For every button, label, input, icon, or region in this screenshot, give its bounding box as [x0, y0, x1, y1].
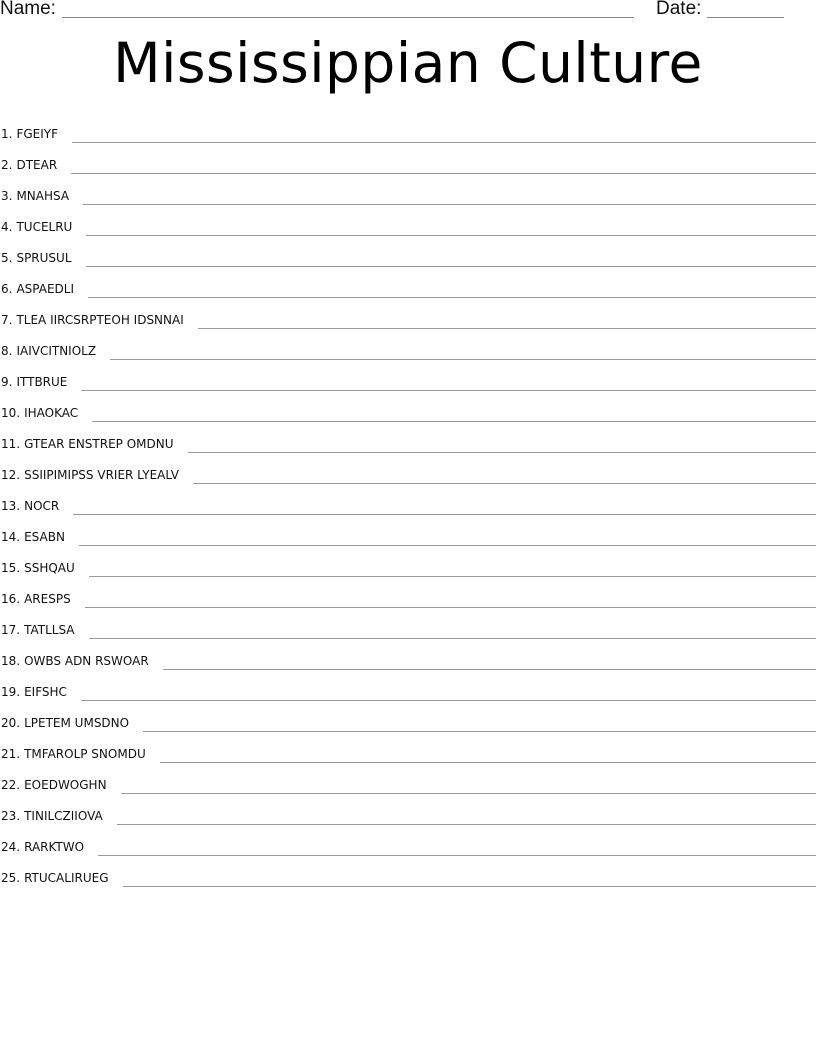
list-item	[0, 515, 816, 546]
scrambled-word	[0, 778, 107, 794]
scrambled-word	[0, 344, 96, 360]
scrambled-word	[0, 747, 146, 763]
list-item	[0, 639, 816, 670]
list-item	[0, 205, 816, 236]
item-number: 16.	[1, 592, 21, 606]
answer-line[interactable]	[89, 637, 816, 639]
scrambled-word	[0, 685, 67, 701]
answer-line[interactable]	[89, 575, 816, 577]
scrambled-text: EIFSHC	[24, 685, 67, 699]
scrambled-text: TLEA IIRCSRPTEOH IDSNNAI	[16, 313, 184, 327]
scrambled-word	[0, 561, 75, 577]
answer-line[interactable]	[188, 451, 816, 453]
list-item	[0, 546, 816, 577]
answer-line[interactable]	[92, 420, 816, 422]
item-number: 24.	[1, 840, 21, 854]
scrambled-word	[0, 716, 129, 732]
item-number: 23.	[1, 809, 21, 823]
list-item	[0, 143, 816, 174]
item-number: 18.	[1, 654, 21, 668]
scrambled-word	[0, 158, 57, 174]
scrambled-text: ITTBRUE	[16, 375, 68, 389]
scrambled-word	[0, 468, 179, 484]
list-item	[0, 360, 816, 391]
answer-line[interactable]	[79, 544, 816, 546]
date-field[interactable]	[707, 17, 784, 18]
scrambled-word	[0, 809, 103, 825]
item-number: 2.	[1, 158, 13, 172]
scrambled-word	[0, 871, 109, 887]
scrambled-text: LPETEM UMSDNO	[24, 716, 130, 730]
scrambled-word	[0, 592, 71, 608]
list-item	[0, 732, 816, 763]
list-item	[0, 825, 816, 856]
scrambled-text: SSIIPIMIPSS VRIER LYEALV	[24, 468, 179, 482]
scrambled-text: ARESPS	[24, 592, 71, 606]
item-number: 3.	[1, 189, 13, 203]
list-item	[0, 794, 816, 825]
list-item	[0, 267, 816, 298]
answer-line[interactable]	[81, 699, 816, 701]
item-number: 4.	[1, 220, 13, 234]
list-item	[0, 112, 816, 143]
list-item	[0, 329, 816, 360]
list-item	[0, 856, 816, 887]
scramble-list	[0, 112, 816, 887]
item-number: 19.	[1, 685, 21, 699]
answer-line[interactable]	[83, 203, 816, 205]
scrambled-text: TMFAROLP SNOMDU	[24, 747, 146, 761]
scrambled-text: FGEIYF	[16, 127, 59, 141]
answer-line[interactable]	[123, 885, 816, 887]
item-number: 15.	[1, 561, 21, 575]
item-number: 21.	[1, 747, 21, 761]
page-title: Mississippian Culture	[113, 31, 703, 95]
list-item	[0, 577, 816, 608]
list-item	[0, 484, 816, 515]
list-item	[0, 236, 816, 267]
answer-line[interactable]	[143, 730, 816, 732]
answer-line[interactable]	[81, 389, 816, 391]
item-number: 22.	[1, 778, 21, 792]
item-number: 11.	[1, 437, 21, 451]
answer-line[interactable]	[73, 513, 816, 515]
scrambled-text: ASPAEDLI	[16, 282, 75, 296]
item-number: 7.	[1, 313, 13, 327]
answer-line[interactable]	[121, 792, 816, 794]
scrambled-word	[0, 654, 149, 670]
answer-line[interactable]	[117, 823, 816, 825]
answer-line[interactable]	[198, 327, 816, 329]
answer-line[interactable]	[88, 296, 816, 298]
answer-line[interactable]	[86, 265, 816, 267]
scrambled-text: TATLLSA	[24, 623, 75, 637]
answer-line[interactable]	[72, 141, 816, 143]
name-field[interactable]	[62, 17, 634, 18]
answer-line[interactable]	[193, 482, 816, 484]
list-item	[0, 701, 816, 732]
scrambled-text: SSHQAU	[24, 561, 75, 575]
scrambled-word	[0, 840, 84, 856]
item-number: 12.	[1, 468, 21, 482]
scrambled-text: RARKTWO	[24, 840, 85, 854]
scrambled-word	[0, 189, 69, 205]
scrambled-text: IHAOKAC	[24, 406, 79, 420]
list-item	[0, 608, 816, 639]
answer-line[interactable]	[86, 234, 816, 236]
item-number: 10.	[1, 406, 21, 420]
item-number: 5.	[1, 251, 13, 265]
scrambled-text: IAIVCITNIOLZ	[16, 344, 97, 358]
answer-line[interactable]	[110, 358, 816, 360]
scrambled-text: OWBS ADN RSWOAR	[24, 654, 149, 668]
item-number: 20.	[1, 716, 21, 730]
date-label: Date:	[656, 0, 702, 19]
scrambled-text: TUCELRU	[16, 220, 73, 234]
scrambled-text: GTEAR ENSTREP OMDNU	[24, 437, 174, 451]
item-number: 14.	[1, 530, 21, 544]
scrambled-text: MNAHSA	[16, 189, 70, 203]
scrambled-text: SPRUSUL	[16, 251, 72, 265]
answer-line[interactable]	[160, 761, 816, 763]
scrambled-text: NOCR	[24, 499, 60, 513]
scrambled-word	[0, 437, 174, 453]
answer-line[interactable]	[98, 854, 816, 856]
scrambled-word	[0, 375, 67, 391]
list-item	[0, 763, 816, 794]
item-number: 1.	[1, 127, 13, 141]
scrambled-text: DTEAR	[16, 158, 58, 172]
name-label: Name:	[0, 0, 56, 19]
list-item	[0, 453, 816, 484]
scrambled-word	[0, 499, 59, 515]
scrambled-word	[0, 251, 72, 267]
answer-line[interactable]	[163, 668, 816, 670]
list-item	[0, 670, 816, 701]
answer-line[interactable]	[71, 172, 816, 174]
answer-line[interactable]	[85, 606, 816, 608]
list-item	[0, 298, 816, 329]
header	[0, 0, 816, 24]
list-item	[0, 422, 816, 453]
scrambled-word	[0, 313, 184, 329]
scrambled-text: EOEDWOGHN	[24, 778, 107, 792]
list-item	[0, 174, 816, 205]
scrambled-text: ESABN	[24, 530, 65, 544]
list-item	[0, 391, 816, 422]
item-number: 17.	[1, 623, 21, 637]
scrambled-text: TINILCZIIOVA	[24, 809, 103, 823]
scrambled-word	[0, 220, 72, 236]
item-number: 9.	[1, 375, 13, 389]
scrambled-text: RTUCALIRUEG	[24, 871, 109, 885]
scrambled-word	[0, 530, 65, 546]
scrambled-word	[0, 406, 78, 422]
item-number: 13.	[1, 499, 21, 513]
item-number: 8.	[1, 344, 13, 358]
scrambled-word	[0, 127, 58, 143]
scrambled-word	[0, 623, 75, 639]
scrambled-word	[0, 282, 74, 298]
item-number: 6.	[1, 282, 13, 296]
item-number: 25.	[1, 871, 21, 885]
